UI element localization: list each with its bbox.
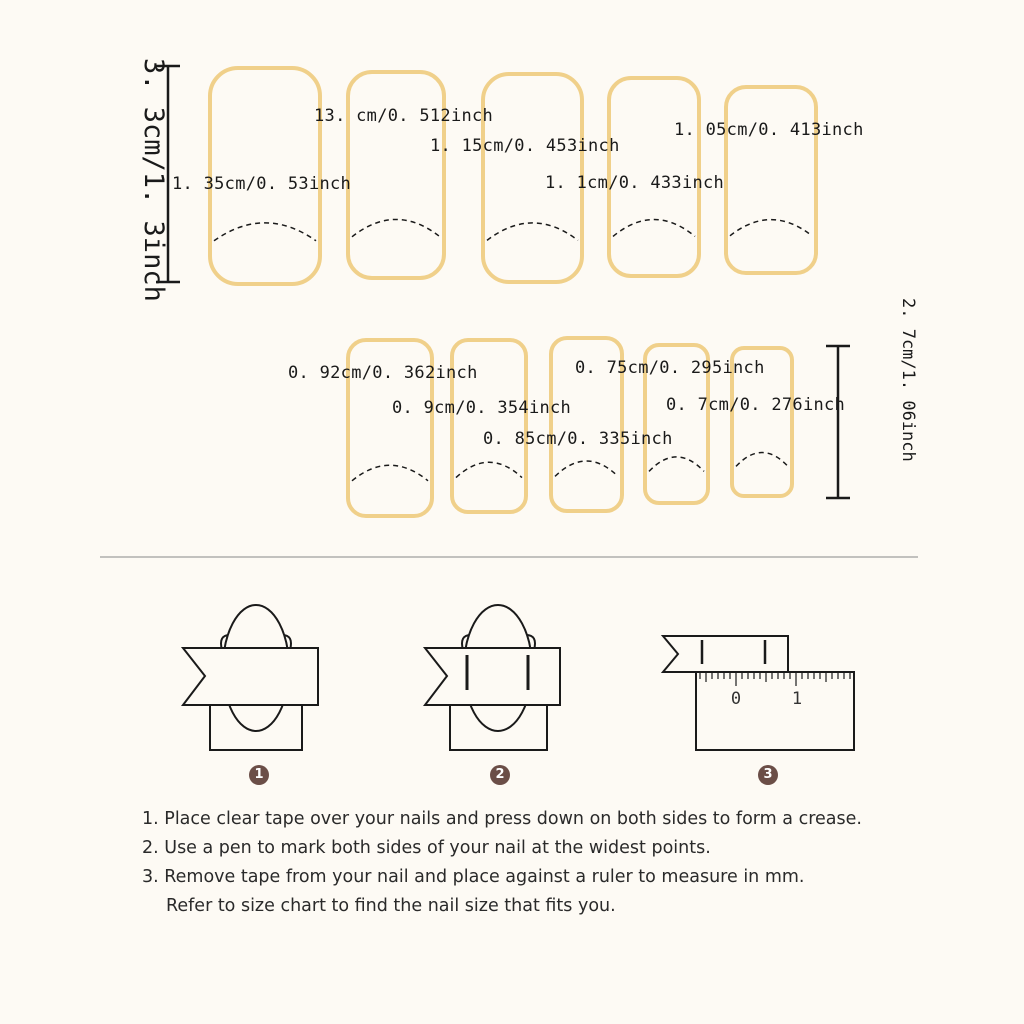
nail-size-label-5: 1. 05cm/0. 413inch xyxy=(674,120,864,140)
step3-illustration xyxy=(663,636,854,750)
nail-size-label-9: 0. 75cm/0. 295inch xyxy=(575,358,765,378)
nail-size-label-8: 0. 85cm/0. 335inch xyxy=(483,429,673,449)
nail-size-label-3: 1. 15cm/0. 453inch xyxy=(430,136,620,156)
instruction-3-note: Refer to size chart to find the nail size that fits you. xyxy=(166,896,616,916)
instructions xyxy=(142,805,982,921)
nail-size-label-2: 13. cm/0. 512inch xyxy=(314,106,494,126)
instruction-2: 2. Use a pen to mark both sides of your nail at the widest points. xyxy=(142,838,711,858)
nail-size-label-1: 1. 35cm/0. 53inch xyxy=(172,174,352,194)
nail-size-label-7: 0. 9cm/0. 354inch xyxy=(392,398,572,418)
step-badge-3: 3 xyxy=(758,765,778,785)
nail-size-label-6: 0. 92cm/0. 362inch xyxy=(288,363,478,383)
ruler-tick-0: 0 xyxy=(730,689,742,709)
step2-illustration xyxy=(425,605,560,750)
height-bracket-small xyxy=(826,346,850,498)
nail-size-label-4: 1. 1cm/0. 433inch xyxy=(545,173,725,193)
instruction-3: 3. Remove tape from your nail and place against a ruler to measure in mm. xyxy=(142,867,805,887)
nail-shape-2 xyxy=(348,72,444,278)
nail-shape-5 xyxy=(726,87,816,273)
height-label-large: 3. 3cm/1. 3inch xyxy=(138,58,169,302)
step-badge-2: 2 xyxy=(490,765,510,785)
nail-size-label-10: 0. 7cm/0. 276inch xyxy=(666,395,846,415)
height-label-small: 2. 7cm/1. 06inch xyxy=(898,298,918,462)
ruler-tick-1: 1 xyxy=(791,689,803,709)
step-badge-1: 1 xyxy=(249,765,269,785)
step1-illustration xyxy=(183,605,318,750)
instruction-1: 1. Place clear tape over your nails and press down on both sides to form a crease. xyxy=(142,809,862,829)
